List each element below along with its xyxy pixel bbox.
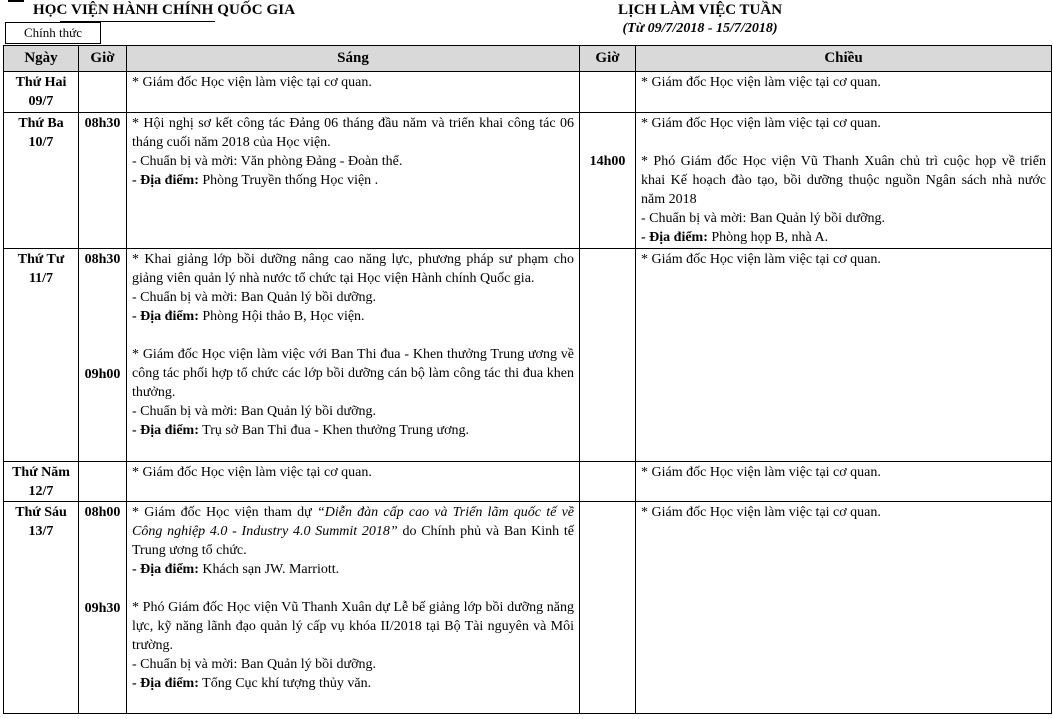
event-text: * Giám đốc Học viện làm việc tại cơ quan. bbox=[641, 116, 881, 131]
status-badge: Chính thức bbox=[5, 22, 101, 44]
event-time: 08h30 bbox=[84, 252, 121, 267]
event-location: - Địa điểm: Phòng họp B, nhà A. bbox=[641, 230, 829, 245]
column-header-time-afternoon: Giờ bbox=[580, 46, 636, 72]
event-text: * Phó Giám đốc Học viện Vũ Thanh Xuân dự Lễ bế giảng lớp bồi dưỡng năng lực, kỹ năng lãnh đạo quản lý cấp vụ khóa II/2018 tại Bộ Tài nguyên và Môi trường. bbox=[132, 600, 574, 653]
afternoon-time-cell bbox=[580, 502, 636, 714]
event-location: - Địa điểm: Trụ sở Ban Thi đua - Khen thưởng Trung ương. bbox=[132, 423, 469, 438]
event-location: - Địa điểm: Phòng Hội thảo B, Học viện. bbox=[132, 309, 365, 324]
event-text: * Giám đốc Học viện làm việc tại cơ quan. bbox=[641, 252, 881, 267]
event-text: * Hội nghị sơ kết công tác Đảng 06 tháng đầu năm và triển khai công tác 06 tháng cuối năm 2018 của Học viện. bbox=[132, 116, 574, 150]
event-prep: - Chuẩn bị và mời: Ban Quản lý bồi dưỡng. bbox=[132, 404, 377, 419]
event-location: - Địa điểm: Khách sạn JW. Marriott. bbox=[132, 562, 340, 577]
afternoon-time-cell bbox=[580, 113, 636, 249]
event-title-italic: “Diễn đàn cấp cao và Triển lãm quốc tế về Công nghiệp 4.0 - Industry 4.0 Summit 2018” bbox=[132, 505, 574, 539]
morning-time-cell bbox=[79, 249, 127, 462]
event-text: * Phó Giám đốc Học viện Vũ Thanh Xuân chủ trì cuộc họp về triển khai Kế hoạch đào tạo, bồi dưỡng thuộc nguồn Ngân sách nhà nước năm 2018 bbox=[641, 154, 1046, 207]
morning-cell bbox=[127, 72, 580, 113]
event-time: 09h30 bbox=[84, 601, 121, 616]
weekly-schedule-table bbox=[3, 45, 1052, 714]
day-cell bbox=[4, 249, 79, 462]
prep-label: - Chuẩn bị và mời: bbox=[641, 211, 747, 226]
event-text: * Giám đốc Học viện tham dự “Diễn đàn cấp cao và Triển lãm quốc tế về Công nghiệp 4.0 - Industry 4.0 Summit 2018” do Chính phủ và Ban Kinh tế Trung ương tổ chức. bbox=[132, 505, 574, 558]
event-text: * Giám đốc Học viện làm việc tại cơ quan. bbox=[132, 465, 372, 480]
event-time: 14h00 bbox=[589, 154, 626, 169]
afternoon-time-cell bbox=[580, 249, 636, 462]
table-row bbox=[4, 113, 1052, 249]
event-time: 08h00 bbox=[84, 505, 121, 520]
event-text: * Giám đốc Học viện làm việc tại cơ quan. bbox=[132, 75, 372, 90]
afternoon-cell bbox=[636, 502, 1052, 714]
day-date: 11/7 bbox=[28, 271, 54, 286]
day-name: Thứ Năm bbox=[12, 465, 70, 480]
event-location: - Địa điểm: Tổng Cục khí tượng thủy văn. bbox=[132, 676, 372, 691]
afternoon-cell bbox=[636, 249, 1052, 462]
location-label: - Địa điểm: bbox=[132, 423, 199, 438]
morning-time-cell bbox=[79, 113, 127, 249]
afternoon-time-cell bbox=[580, 462, 636, 502]
afternoon-cell bbox=[636, 462, 1052, 502]
schedule-title: LỊCH LÀM VIỆC TUẦN bbox=[617, 2, 783, 18]
table-header-row bbox=[4, 46, 1052, 72]
day-date: 13/7 bbox=[28, 524, 54, 539]
top-rule bbox=[8, 0, 24, 2]
event-text: * Giám đốc Học viện làm việc với Ban Thi đua - Khen thưởng Trung ương về công tác phối hợp tổ chức các lớp bồi dưỡng cán bộ làm công tác thi đua khen thưởng. bbox=[132, 347, 574, 400]
afternoon-cell bbox=[636, 113, 1052, 249]
day-name: Thứ Sáu bbox=[15, 505, 67, 520]
event-time: 09h00 bbox=[84, 367, 121, 382]
morning-cell bbox=[127, 462, 580, 502]
day-date: 10/7 bbox=[28, 135, 54, 150]
schedule-date-range: (Từ 09/7/2018 - 15/7/2018) bbox=[622, 21, 778, 36]
prep-label: - Chuẩn bị và mời: bbox=[132, 290, 238, 305]
day-name: Thứ Ba bbox=[18, 116, 64, 131]
organization-name: HỌC VIỆN HÀNH CHÍNH QUỐC GIA bbox=[33, 2, 296, 18]
location-label: - Địa điểm: bbox=[132, 562, 199, 577]
day-name: Thứ Hai bbox=[15, 75, 67, 90]
afternoon-cell bbox=[636, 72, 1052, 113]
table-row bbox=[4, 462, 1052, 502]
table-row bbox=[4, 249, 1052, 462]
title-block bbox=[580, 2, 820, 37]
event-prep: - Chuẩn bị và mời: Ban Quản lý bồi dưỡng. bbox=[132, 290, 377, 305]
table-row bbox=[4, 72, 1052, 113]
location-label: - Địa điểm: bbox=[132, 173, 199, 188]
location-label: - Địa điểm: bbox=[132, 309, 199, 324]
prep-label: - Chuẩn bị và mời: bbox=[132, 657, 238, 672]
event-location: - Địa điểm: Phòng Truyền thống Học viện . bbox=[132, 173, 379, 188]
morning-cell bbox=[127, 113, 580, 249]
morning-time-cell bbox=[79, 462, 127, 502]
event-prep: - Chuẩn bị và mời: Ban Quản lý bồi dưỡng. bbox=[641, 211, 886, 226]
column-header-time-morning: Giờ bbox=[79, 46, 127, 72]
event-text: * Giám đốc Học viện làm việc tại cơ quan. bbox=[641, 75, 881, 90]
event-time: 08h30 bbox=[84, 116, 121, 131]
morning-cell bbox=[127, 502, 580, 714]
location-label: - Địa điểm: bbox=[641, 230, 708, 245]
morning-time-cell bbox=[79, 72, 127, 113]
event-text: * Giám đốc Học viện làm việc tại cơ quan. bbox=[641, 505, 881, 520]
column-header-afternoon: Chiều bbox=[636, 46, 1052, 72]
morning-cell bbox=[127, 249, 580, 462]
day-cell bbox=[4, 113, 79, 249]
prep-label: - Chuẩn bị và mời: bbox=[132, 404, 238, 419]
column-header-day: Ngày bbox=[4, 46, 79, 72]
day-date: 09/7 bbox=[28, 94, 54, 109]
day-cell bbox=[4, 502, 79, 714]
event-prep: - Chuẩn bị và mời: Văn phòng Đảng - Đoàn thể. bbox=[132, 154, 403, 169]
day-name: Thứ Tư bbox=[17, 252, 65, 267]
day-cell bbox=[4, 462, 79, 502]
location-label: - Địa điểm: bbox=[132, 676, 199, 691]
table-row bbox=[4, 502, 1052, 714]
prep-label: - Chuẩn bị và mời: bbox=[132, 154, 238, 169]
event-prep: - Chuẩn bị và mời: Ban Quản lý bồi dưỡng. bbox=[132, 657, 377, 672]
column-header-morning: Sáng bbox=[127, 46, 580, 72]
event-text: * Giám đốc Học viện làm việc tại cơ quan. bbox=[641, 465, 881, 480]
event-text: * Khai giảng lớp bồi dưỡng nâng cao năng lực, phương pháp sư phạm cho giảng viên quản lý nhà nước tổ chức tại Học viện Hành chính Quốc gia. bbox=[132, 252, 574, 286]
morning-time-cell bbox=[79, 502, 127, 714]
day-date: 12/7 bbox=[28, 484, 54, 499]
day-cell bbox=[4, 72, 79, 113]
afternoon-time-cell bbox=[580, 72, 636, 113]
